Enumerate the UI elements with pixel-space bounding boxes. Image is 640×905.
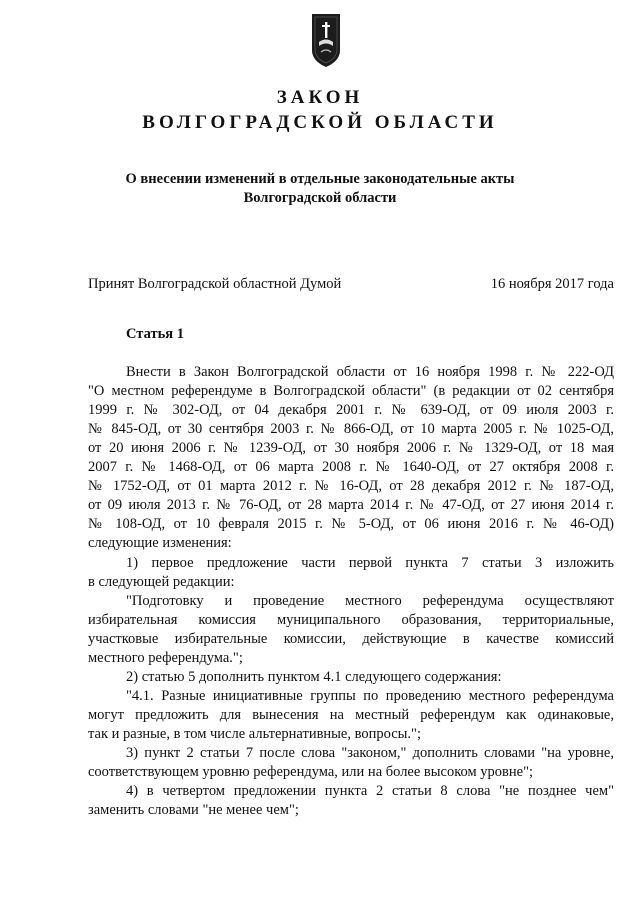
body-line: № 1752-ОД, от 01 марта 2012 г. № 16-ОД, от 28 декабря 2012 г. № 187-ОД, xyxy=(88,478,614,494)
amendment-item-2: 2) статью 5 дополнить пунктом 4.1 следующего содержания: xyxy=(126,669,502,685)
adoption-date: 16 ноября 2017 года xyxy=(490,276,614,292)
article-heading: Статья 1 xyxy=(126,326,184,342)
body-line: от 09 июля 2013 г. № 76-ОД, от 28 марта 2014 г. № 47-ОД, от 27 июня 2014 г. xyxy=(88,497,614,513)
law-subject-line-1: О внесении изменений в отдельные законодательные акты xyxy=(125,171,515,187)
law-title: ЗАКОН xyxy=(276,87,364,108)
quoted-text-line: могут предложить для вынесения на местный референдум как одинаковые, xyxy=(88,707,614,723)
body-line: № 845-ОД, от 30 сентября 2003 г. № 866-ОД, от 10 марта 2005 г. № 1025-ОД, xyxy=(88,421,614,437)
body-line: "О местном референдуме в Волгоградской области" (в редакции от 02 сентября xyxy=(88,383,614,399)
body-line: № 108-ОД, от 10 февраля 2015 г. № 5-ОД, от 06 июня 2016 г. № 46-ОД) xyxy=(88,516,614,532)
quoted-text-line: избирательная комиссия муниципального образования, территориальные, xyxy=(88,612,614,628)
law-subject-line-2: Волгоградской области xyxy=(243,190,397,206)
quoted-text-line: участковые избирательные комиссии, действующие в качестве комиссий xyxy=(88,631,614,647)
body-line: 2007 г. № 1468-ОД, от 06 марта 2008 г. № 1640-ОД, от 27 октября 2008 г. xyxy=(88,459,614,475)
amendment-item-4: 4) в четвертом предложении пункта 2 статьи 8 слова "не позднее чем" xyxy=(126,783,614,799)
coat-of-arms-icon xyxy=(311,12,341,68)
amendment-item-3: 3) пункт 2 статьи 7 после слова "законом," дополнить словами "на уровне, xyxy=(126,745,614,761)
body-line: в следующей редакции: xyxy=(88,574,235,590)
quoted-text-line: "4.1. Разные инициативные группы по проведению местного референдума xyxy=(126,688,614,704)
body-line: следующие изменения: xyxy=(88,535,232,551)
body-line: соответствующем уровню референдума, или на более высоком уровне"; xyxy=(88,764,534,780)
quoted-text-line: "Подготовку и проведение местного референдума осуществляют xyxy=(126,593,614,609)
body-line: Внести в Закон Волгоградской области от 16 ноября 1998 г. № 222-ОД xyxy=(126,364,614,380)
body-line: от 20 июня 2006 г. № 1239-ОД, от 30 ноября 2006 г. № 1329-ОД, от 18 мая xyxy=(88,440,614,456)
law-region-title: ВОЛГОГРАДСКОЙ ОБЛАСТИ xyxy=(142,112,498,133)
quoted-text-line: так и разные, в том числе альтернативные, вопросы."; xyxy=(88,726,421,742)
body-line: заменить словами "не менее чем"; xyxy=(88,802,299,818)
adopted-by: Принят Волгоградской областной Думой xyxy=(88,276,342,292)
amendment-item-1: 1) первое предложение части первой пункта 7 статьи 3 изложить xyxy=(126,555,614,571)
quoted-text-line: местного референдума."; xyxy=(88,650,243,666)
body-line: 1999 г. № 302-ОД, от 04 декабря 2001 г. № 639-ОД, от 09 июля 2003 г. xyxy=(88,402,614,418)
